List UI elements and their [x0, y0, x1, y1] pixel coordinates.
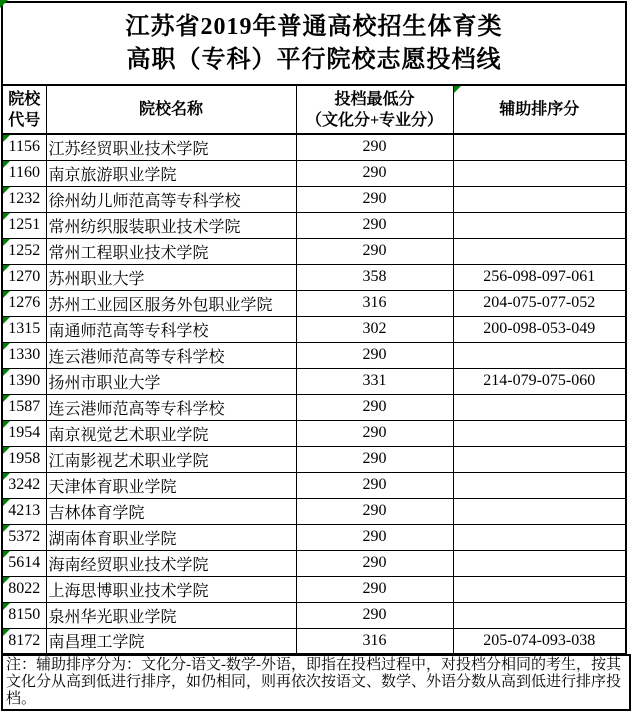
cell-min-score	[296, 160, 453, 186]
cell-aux-rank	[453, 160, 626, 186]
table-row	[2, 550, 626, 576]
cell-aux-rank	[453, 238, 626, 264]
title-line-2: 高职（专科）平行院校志愿投档线	[126, 46, 502, 73]
cell-min-score	[296, 212, 453, 238]
table-row	[2, 186, 626, 212]
cell-college-name	[46, 342, 296, 368]
college-name: 南京视觉艺术职业学院	[48, 426, 209, 444]
min-score-value: 290	[362, 398, 387, 415]
admission-score-table	[1, 1, 627, 655]
cell-aux-rank	[453, 290, 626, 316]
header-aux-rank: 辅助排序分	[453, 85, 626, 134]
cell-min-score	[296, 316, 453, 342]
cell-aux-rank	[453, 576, 626, 602]
table-row	[2, 576, 626, 602]
cell-college-name	[46, 290, 296, 316]
table-row	[2, 446, 626, 472]
cell-aux-rank	[453, 186, 626, 212]
table-row	[2, 368, 626, 394]
cell-aux-rank	[453, 264, 626, 290]
min-score-value: 290	[362, 424, 387, 441]
cell-college-name	[46, 472, 296, 498]
table-row	[2, 238, 626, 264]
college-name: 海南经贸职业技术学院	[48, 556, 209, 574]
cell-min-score	[296, 238, 453, 264]
table-row	[2, 498, 626, 524]
cell-college-name	[46, 602, 296, 628]
cell-college-code	[2, 602, 46, 628]
cell-college-name	[46, 576, 296, 602]
cell-aux-rank	[453, 550, 626, 576]
cell-college-code	[2, 498, 46, 524]
cell-aux-rank	[453, 628, 626, 654]
cell-college-code	[2, 212, 46, 238]
min-score-value: 290	[362, 476, 387, 493]
college-code: 1390	[8, 372, 41, 389]
table-row	[2, 394, 626, 420]
min-score-value: 290	[362, 450, 387, 467]
college-name: 徐州幼儿师范高等专科学校	[48, 192, 241, 210]
cell-aux-rank	[453, 420, 626, 446]
min-score-value: 302	[362, 320, 387, 337]
table-row	[2, 628, 626, 654]
cell-college-name	[46, 238, 296, 264]
college-code: 1330	[8, 346, 41, 363]
min-score-value: 331	[362, 372, 387, 389]
college-name: 江南影视艺术职业学院	[48, 452, 209, 470]
college-code: 1958	[8, 450, 41, 467]
table-row	[2, 602, 626, 628]
cell-college-code	[2, 160, 46, 186]
cell-college-name	[46, 420, 296, 446]
cell-college-code	[2, 316, 46, 342]
cell-min-score	[296, 134, 453, 160]
cell-college-code	[2, 446, 46, 472]
cell-college-code	[2, 290, 46, 316]
cell-college-code	[2, 186, 46, 212]
min-score-value: 290	[362, 216, 387, 233]
college-code: 4213	[8, 502, 41, 519]
cell-aux-rank	[453, 394, 626, 420]
cell-aux-rank	[453, 446, 626, 472]
college-name: 扬州市职业大学	[48, 374, 161, 392]
table-row	[2, 160, 626, 186]
table-row	[2, 290, 626, 316]
college-code: 1160	[8, 164, 40, 181]
cell-min-score	[296, 264, 453, 290]
min-score-value: 290	[362, 502, 387, 519]
header-college-code: 院校 代号	[2, 85, 46, 134]
cell-aux-rank	[453, 368, 626, 394]
cell-min-score	[296, 290, 453, 316]
header-college-name: 院校名称	[46, 85, 296, 134]
min-score-value: 290	[362, 242, 387, 259]
cell-college-code	[2, 394, 46, 420]
cell-min-score	[296, 186, 453, 212]
cell-college-code	[2, 576, 46, 602]
college-name: 苏州职业大学	[48, 270, 145, 288]
table-row	[2, 212, 626, 238]
footnote: 注：辅助排序分为：文化分-语文-数学-外语，即指在投档过程中，对投档分相同的考生，按其文化分从高到低进行排序，如仍相同，则再依次按语文、数学、外语分数从高到低进行排序投档。	[1, 654, 631, 711]
college-code: 5614	[8, 554, 41, 571]
cell-college-code	[2, 550, 46, 576]
page-title	[2, 2, 626, 85]
min-score-value: 290	[362, 528, 387, 545]
table-row	[2, 524, 626, 550]
college-name: 常州工程职业技术学院	[48, 244, 209, 262]
cell-college-name	[46, 212, 296, 238]
cell-aux-rank	[453, 316, 626, 342]
college-name: 泉州华光职业学院	[48, 608, 177, 626]
min-score-value: 290	[362, 580, 387, 597]
cell-min-score	[296, 550, 453, 576]
cell-min-score	[296, 602, 453, 628]
cell-min-score	[296, 342, 453, 368]
table-row	[2, 264, 626, 290]
cell-college-code	[2, 420, 46, 446]
college-code: 1232	[8, 190, 41, 207]
cell-college-name	[46, 524, 296, 550]
min-score-value: 316	[362, 631, 387, 649]
cell-college-name	[46, 264, 296, 290]
college-code: 3242	[8, 476, 41, 493]
cell-aux-rank	[453, 212, 626, 238]
cell-college-name	[46, 160, 296, 186]
min-score-value: 290	[362, 138, 387, 156]
cell-college-name	[46, 446, 296, 472]
cell-aux-rank	[453, 134, 626, 160]
cell-aux-rank	[453, 342, 626, 368]
college-name: 湖南体育职业学院	[48, 530, 177, 548]
min-score-value: 290	[362, 190, 387, 207]
cell-aux-rank	[453, 472, 626, 498]
cell-college-code	[2, 628, 46, 654]
college-code: 8150	[8, 606, 41, 623]
college-code: 1251	[8, 216, 41, 233]
cell-min-score	[296, 472, 453, 498]
cell-college-name	[46, 498, 296, 524]
college-name: 南通师范高等专科学校	[48, 322, 209, 340]
college-code: 1587	[8, 398, 41, 415]
min-score-value: 290	[362, 606, 387, 623]
college-code: 1315	[8, 320, 41, 337]
college-name: 江苏经贸职业技术学院	[48, 140, 209, 158]
aux-rank-value: 256-098-097-061	[483, 268, 596, 285]
title-line-1: 江苏省2019年普通高校招生体育类	[125, 13, 503, 40]
college-code: 1276	[8, 294, 41, 311]
table-row	[2, 472, 626, 498]
error-indicator-icon	[454, 86, 461, 93]
cell-min-score	[296, 628, 453, 654]
table-row	[2, 134, 626, 160]
college-name: 连云港师范高等专科学校	[48, 400, 225, 418]
title-row	[2, 2, 626, 85]
cell-college-name	[46, 550, 296, 576]
college-code: 1252	[8, 242, 41, 259]
cell-aux-rank	[453, 498, 626, 524]
cell-college-name	[46, 368, 296, 394]
cell-min-score	[296, 446, 453, 472]
min-score-value: 290	[362, 346, 387, 363]
cell-college-name	[46, 186, 296, 212]
aux-rank-value: 200-098-053-049	[483, 320, 596, 337]
table-header-row	[2, 85, 626, 134]
table-row	[2, 420, 626, 446]
college-code: 8022	[8, 580, 41, 597]
college-code: 1270	[8, 268, 41, 285]
cell-college-name	[46, 628, 296, 654]
min-score-value: 358	[362, 268, 387, 285]
min-score-value: 316	[362, 294, 387, 311]
college-code: 8172	[8, 631, 41, 649]
cell-min-score	[296, 394, 453, 420]
cell-aux-rank	[453, 602, 626, 628]
error-indicator-icon	[0, 0, 8, 8]
cell-college-code	[2, 134, 46, 160]
college-name: 常州纺织服装职业技术学院	[48, 218, 241, 236]
min-score-value: 290	[362, 164, 387, 181]
cell-college-code	[2, 472, 46, 498]
cell-college-name	[46, 316, 296, 342]
college-code: 1156	[8, 138, 40, 156]
cell-college-code	[2, 368, 46, 394]
cell-aux-rank	[453, 524, 626, 550]
college-name: 上海思博职业技术学院	[48, 582, 209, 600]
cell-min-score	[296, 576, 453, 602]
college-name: 南昌理工学院	[48, 634, 145, 652]
table-row	[2, 342, 626, 368]
header-min-score: 投档最低分 （文化分+专业分）	[296, 85, 453, 134]
college-code: 1954	[8, 424, 41, 441]
college-name: 连云港师范高等专科学校	[48, 348, 225, 366]
cell-college-code	[2, 524, 46, 550]
cell-college-code	[2, 342, 46, 368]
table-row	[2, 316, 626, 342]
cell-college-name	[46, 394, 296, 420]
college-name: 吉林体育学院	[48, 504, 145, 522]
college-name: 南京旅游职业学院	[48, 166, 177, 184]
cell-min-score	[296, 498, 453, 524]
table-body	[2, 2, 626, 654]
college-name: 天津体育职业学院	[48, 478, 177, 496]
cell-college-code	[2, 238, 46, 264]
aux-rank-value: 204-075-077-052	[483, 294, 596, 311]
aux-rank-value: 205-074-093-038	[483, 631, 596, 649]
cell-min-score	[296, 524, 453, 550]
cell-min-score	[296, 368, 453, 394]
cell-college-name	[46, 134, 296, 160]
min-score-value: 290	[362, 554, 387, 571]
cell-college-code	[2, 264, 46, 290]
aux-rank-value: 214-079-075-060	[483, 372, 596, 389]
college-name: 苏州工业园区服务外包职业学院	[48, 296, 273, 314]
college-code: 5372	[8, 528, 41, 545]
cell-min-score	[296, 420, 453, 446]
